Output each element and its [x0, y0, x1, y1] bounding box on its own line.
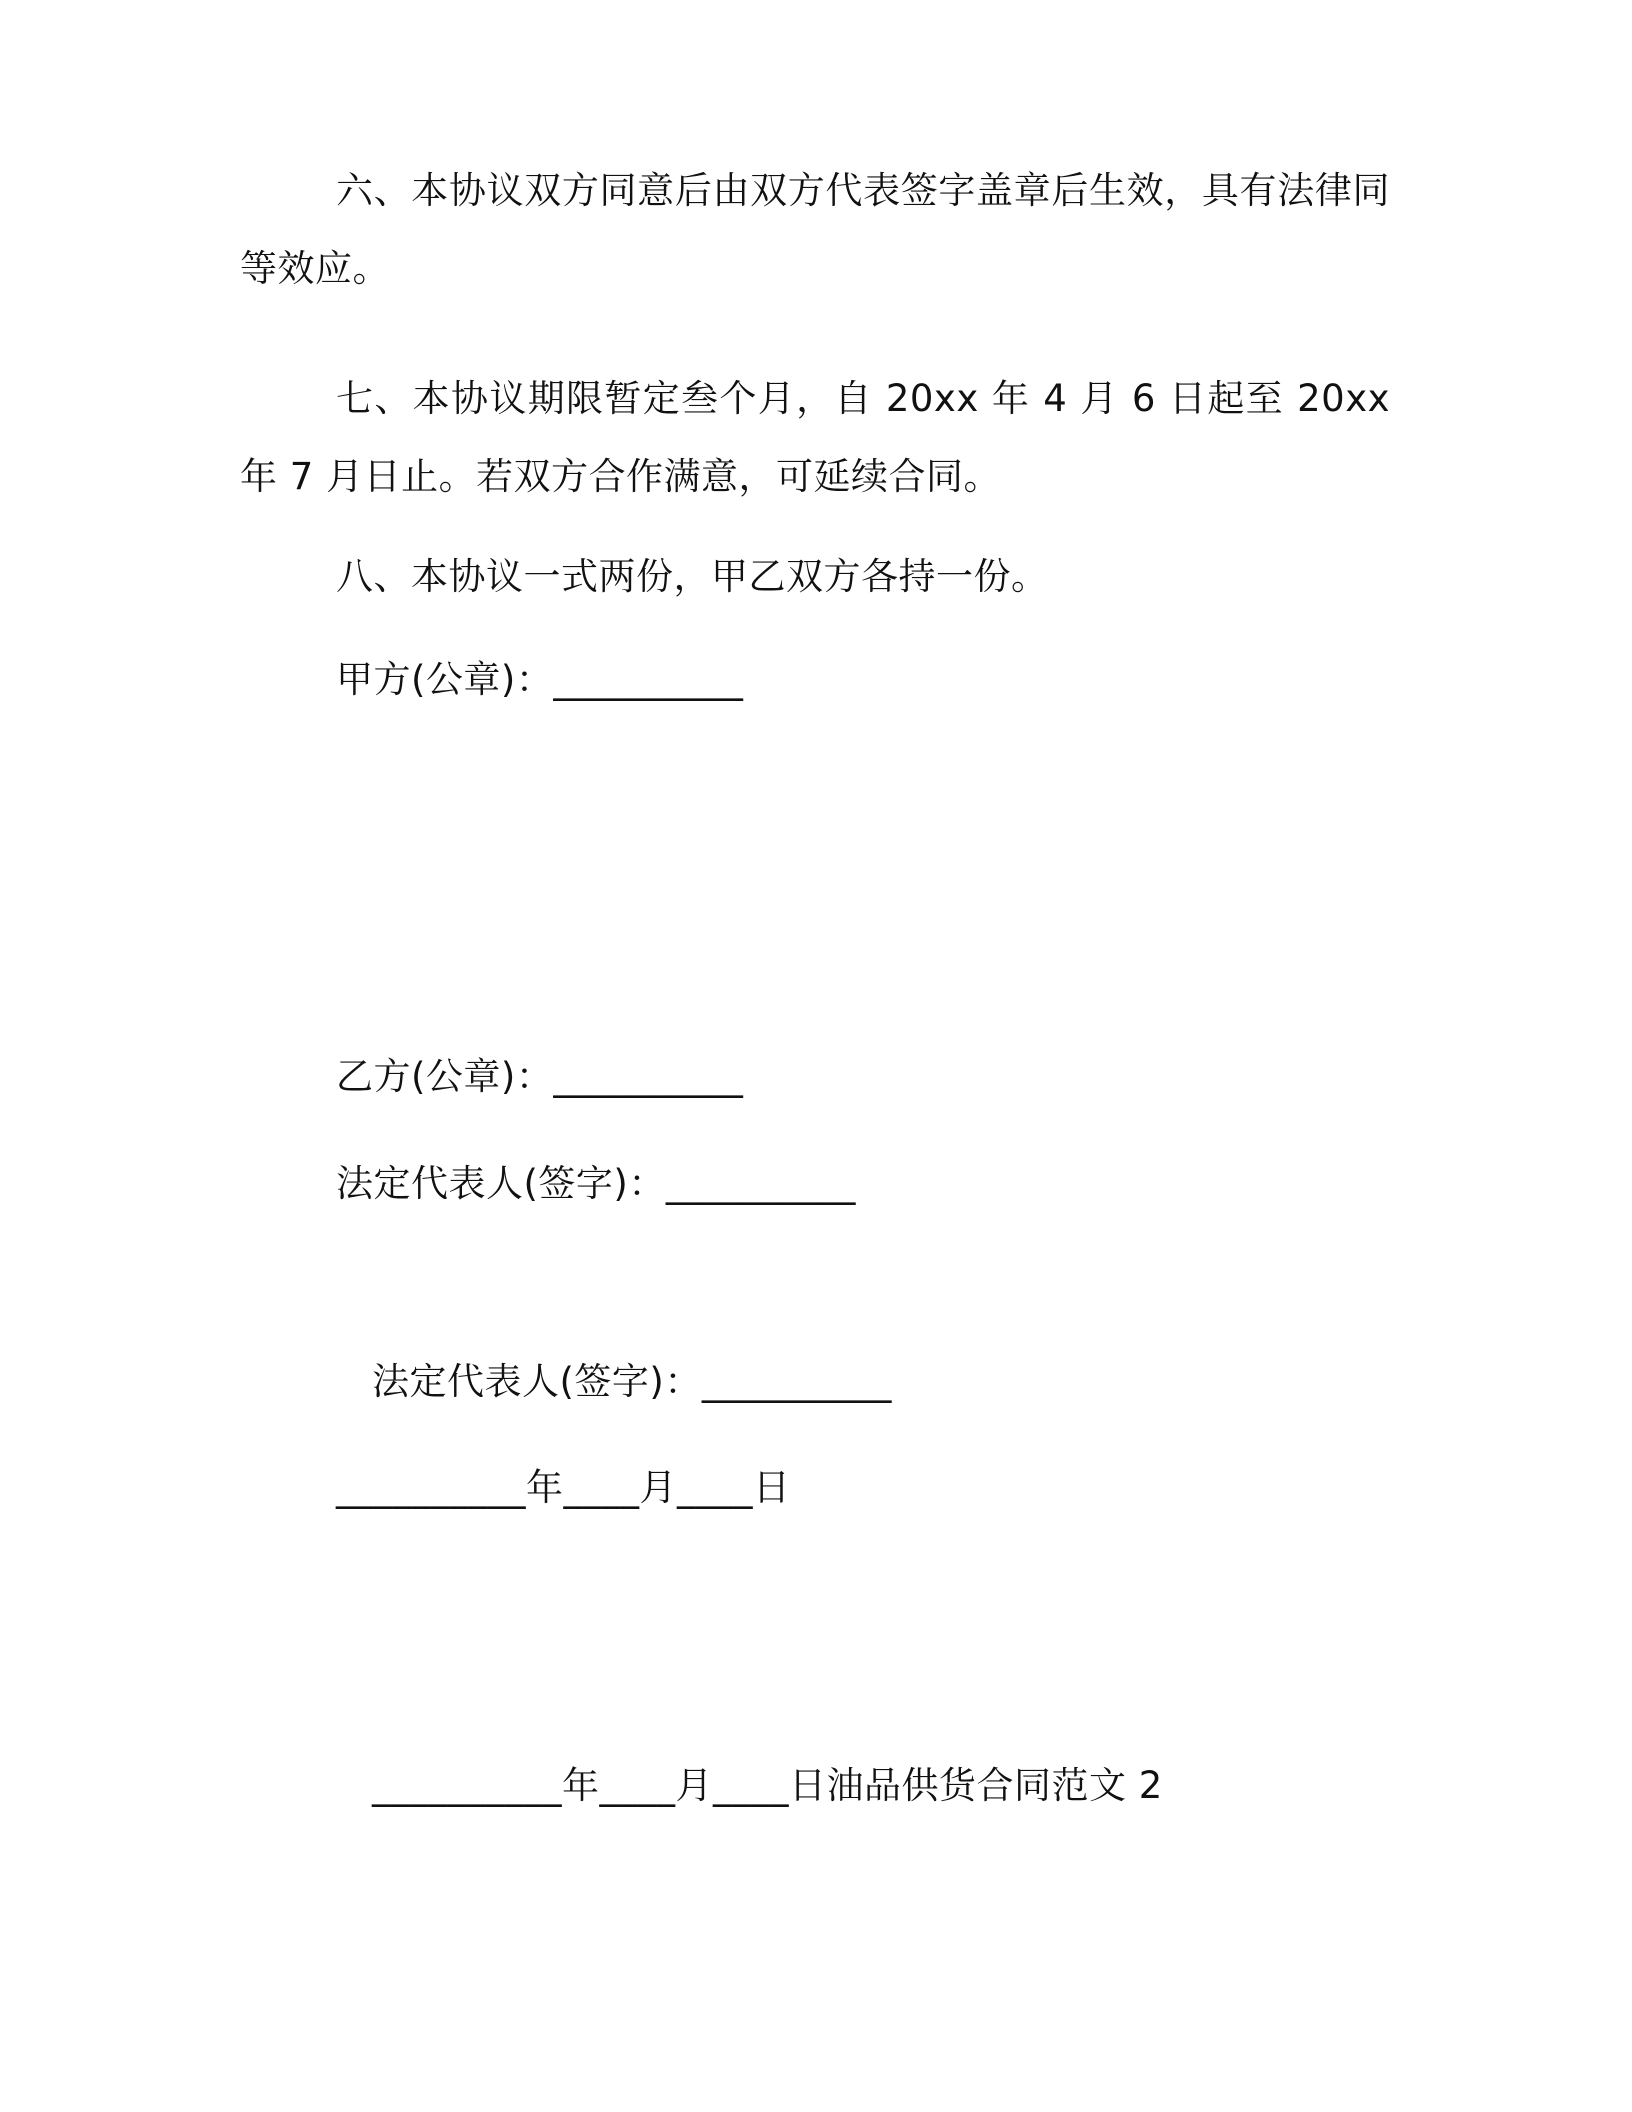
clause-7: 七、本协议期限暂定叁个月，自 20xx 年 4 月 6 日起至 20xx 年 7 月日止。若双方合作满意，可延续合同。	[240, 377, 1390, 498]
clause-8: 八、本协议一式两份，甲乙双方各持一份。	[336, 555, 1049, 598]
date-line: __________年____月____日	[336, 1466, 791, 1509]
legal-rep-sign-line-1: 法定代表人(签字)：__________	[336, 1162, 856, 1205]
legal-rep-sign-line-2: 法定代表人(签字)：__________	[372, 1360, 892, 1403]
party-a-seal-line: 甲方(公章)：__________	[336, 658, 744, 701]
clause-6: 六、本协议双方同意后由双方代表签字盖章后生效，具有法律同等效应。	[240, 169, 1390, 290]
date-title-line: __________年____月____日油品供货合同范文 2	[372, 1764, 1163, 1807]
party-b-seal-line: 乙方(公章)：__________	[336, 1055, 744, 1098]
